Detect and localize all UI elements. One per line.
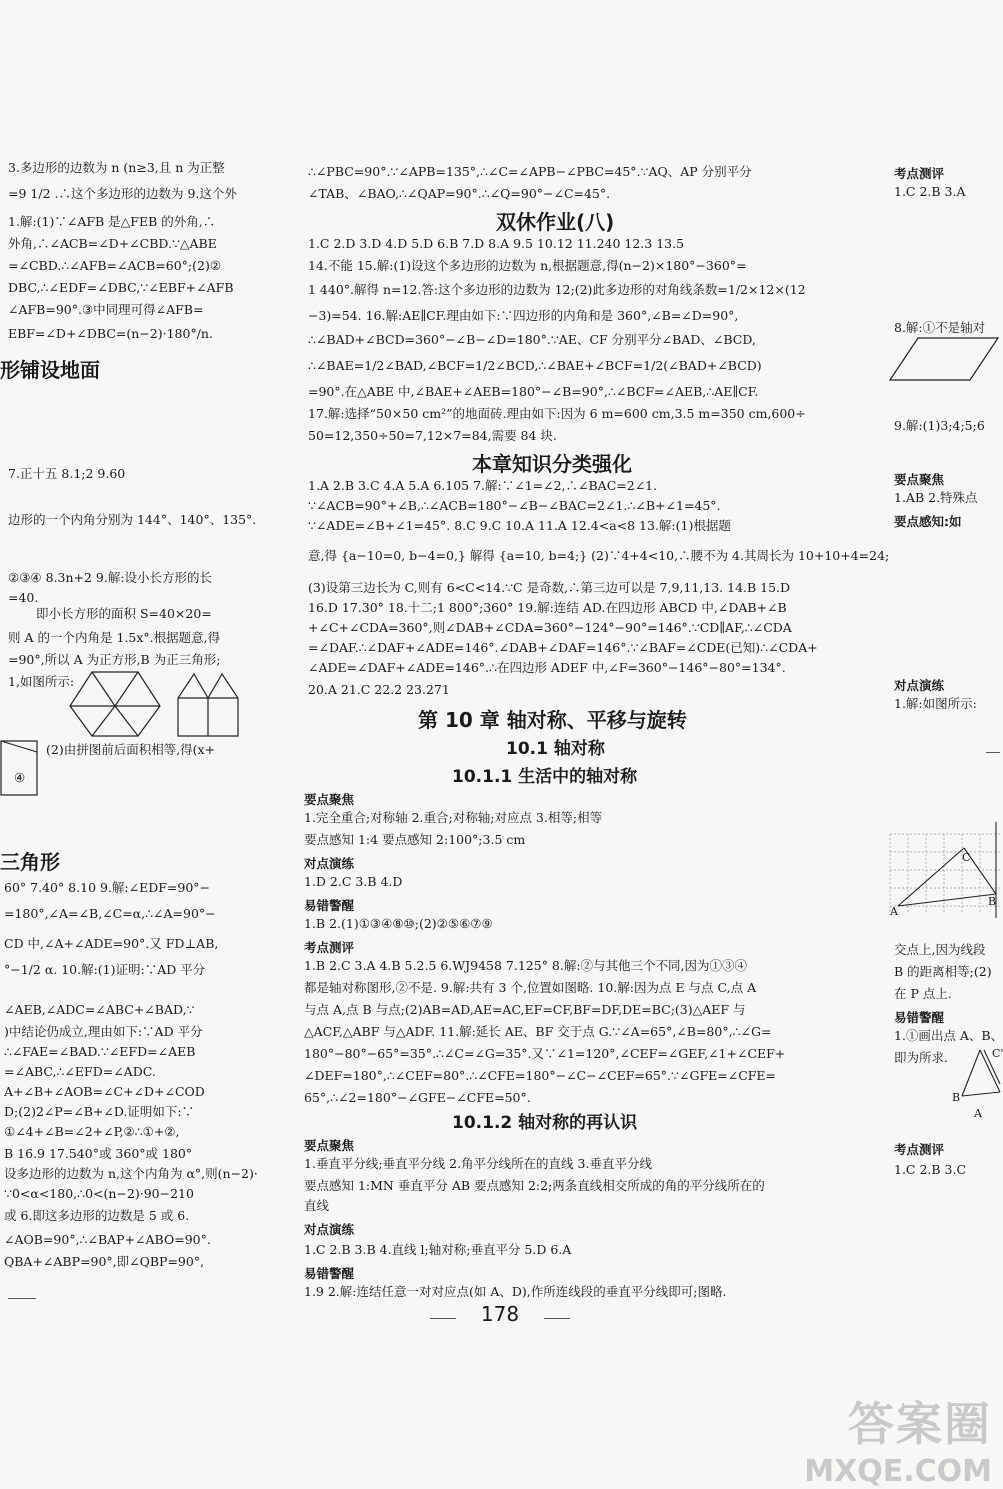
- left-column: [0, 0, 268, 1471]
- grid-figure: [886, 822, 1000, 918]
- text-line: 1.9 2.解:连结任意一对对应点(如 A、D),作所连线段的垂直平分线即可;图略.: [304, 1284, 727, 1299]
- text-line: ∵0<α<180,∴0<(n−2)·90−210: [4, 1186, 194, 1201]
- text-line: ∠DEF=180°,∴∠CEF=80°.∴∠CFE=180°−∠C−∠CEF=65°.∵∠GFE=∠CFE=: [304, 1068, 777, 1083]
- text-line: 3.多边形的边数为 n (n≥3,且 n 为正整: [8, 160, 225, 175]
- tiling-figure: [62, 668, 272, 740]
- point-heading: 考点测评: [894, 1142, 945, 1157]
- point-label: C': [992, 1047, 1003, 1060]
- text-line: ∵∠ADE=∠B+∠1=45°. 8.C 9.C 10.A 11.A 12.4<a<8 13.解:(1)根据题: [308, 518, 731, 533]
- text-line: 1.垂直平分线;垂直平分线 2.角平分线所在的直线 3.垂直平分线: [304, 1156, 652, 1171]
- text-line: 设多边形的边数为 n,这个内角为 α°,则(n−2)·: [4, 1166, 258, 1181]
- text-line: 即小长方形的面积 S=40×20=: [36, 606, 212, 621]
- text-line: 外角,∴∠ACB=∠D+∠CBD.∵△ABE: [8, 236, 217, 251]
- section-heading: 本章知识分类强化: [472, 452, 632, 476]
- text-line: 1.A 2.B 3.C 4.A 5.A 6.105 7.解:∵∠1=∠2,∴∠BAC=2∠1.: [308, 478, 658, 493]
- right-column: [886, 0, 1003, 1471]
- text-line: ②③④ 8.3n+2 9.解:设小长方形的长: [8, 570, 213, 585]
- text-line: 或 6.即这多边形的边数是 5 或 6.: [4, 1208, 190, 1223]
- dash-mark: [986, 752, 1000, 753]
- text-line: ∠AFB=90°.③中同理可得∠AFB=: [8, 302, 204, 317]
- text-line: (3)设第三边长为 C,则有 6<C<14.∵C 是奇数,∴第三边可以是 7,9,11,13. 14.B 15.D: [308, 580, 791, 595]
- text-line: ∠AOB=90°,∴∠BAP+∠ABO=90°.: [4, 1232, 211, 1247]
- text-line: A+∠B+∠AOB=∠C+∠D+∠COD: [4, 1084, 205, 1099]
- point-heading: 要点聚焦: [304, 1138, 355, 1153]
- text-line: CD 中,∠A+∠ADE=90°.又 FD⊥AB,: [4, 936, 219, 951]
- section-heading: 三角形: [0, 850, 60, 874]
- text-line: +∠C+∠CDA=360°,则∠DAB+∠CDA=360°−124°−90°=146°.∵CD∥AF,∴∠CDA: [308, 620, 792, 635]
- text-line: 180°−80°−65°=35°.∴∠C=∠G=35°.又∵∠1=120°,∠CEF=∠GEF,∠1+∠CEF+: [304, 1046, 786, 1061]
- text-line: =90°,所以 A 为正方形,B 为正三角形;: [8, 652, 221, 667]
- point-label: B: [952, 1091, 961, 1104]
- subsection-title: 10.1.2 轴对称的再认识: [452, 1113, 638, 1133]
- text-line: DBC,∴∠EDF=∠DBC,∵∠EBF+∠AFB: [8, 280, 234, 295]
- text-line: ∠ADE=∠DAF+∠ADE=146°.∴在四边形 ADEF 中,∠F=360°−146°−80°=134°.: [308, 660, 786, 675]
- point-heading: 易错警醒: [304, 898, 355, 913]
- text-line: 1.AB 2.特殊点: [894, 490, 978, 505]
- text-line: B 的距离相等;(2): [894, 964, 992, 979]
- text-line: =90°.在△ABE 中,∠BAE+∠AEB=180°−∠B=90°,∴∠BCF=∠AEB,∴AE∥CF.: [308, 384, 759, 399]
- text-line: 意,得 {a−10=0, b−4=0,} 解得 {a=10, b=4;} (2)∵4+4<10,∴腰不为 4.其周长为 10+10+4=24;: [308, 548, 890, 563]
- text-line: 直线: [304, 1198, 330, 1213]
- text-line: 1.C 2.B 3.B 4.直线 l;轴对称;垂直平分 5.D 6.A: [304, 1242, 572, 1257]
- watermark-url: MXQE.COM: [804, 1454, 992, 1489]
- text-line: 17.解:选择“50×50 cm²”的地面砖.理由如下:因为 6 m=600 cm,3.5 m=350 cm,600÷: [308, 406, 806, 421]
- point-label: C: [962, 851, 971, 864]
- footer-rule: [8, 1298, 36, 1299]
- text-line: 1.C 2.B 3.C: [894, 1162, 967, 1177]
- text-line: =180°,∠A=∠B,∠C=α,∴∠A=90°−: [4, 906, 216, 921]
- text-line: 65°,∴∠2=180°−∠GFE−∠CFE=50°.: [304, 1090, 531, 1105]
- text-line: 7.正十五 8.1;2 9.60: [8, 466, 126, 481]
- figure-label: ④: [14, 770, 26, 785]
- text-line: 8.解:①不是轴对: [894, 320, 986, 335]
- text-line: 1.解:(1)∵∠AFB 是△FEB 的外角,∴: [8, 214, 216, 229]
- text-line: 要点感知 1:4 要点感知 2:100°;3.5 cm: [304, 832, 526, 847]
- point-heading: 考点测评: [894, 166, 945, 181]
- watermark: [804, 1388, 992, 1489]
- parallelogram-figure: [888, 336, 1000, 382]
- page-number: 178: [480, 1302, 520, 1326]
- point-label: B: [988, 895, 997, 908]
- text-line: 1.B 2.C 3.A 4.B 5.2.5 6.WJ9458 7.125° 8.解:②与其他三个不同,因为①③④: [304, 958, 748, 973]
- text-line: =∠DAF.∴∠DAF+∠ADE=146°.∠DAB+∠DAF=146°.∵∠BAF=∠CDE(已知)∴∠CDA+: [308, 640, 818, 655]
- text-line: 1.D 2.C 3.B 4.D: [304, 874, 403, 889]
- text-line: 交点上,因为线段: [894, 942, 986, 957]
- text-line: 60° 7.40° 8.10 9.解:∠EDF=90°−: [4, 880, 211, 895]
- text-line: ∠TAB、∠BAO,∴∠QAP=90°.∴∠Q=90°−∠C=45°.: [308, 186, 611, 201]
- text-line: 与点 A,点 B 与点;(2)AB=AD,AE=AC,EF=CF,BF=DF,DE=BC;(3)△AEF 与: [304, 1002, 746, 1017]
- point-heading: 考点测评: [304, 940, 355, 955]
- text-line: 1.解:如图所示:: [894, 696, 977, 711]
- point-label: A: [890, 905, 898, 918]
- text-line: 1.B 2.(1)①③④⑧⑩;(2)②⑤⑥⑦⑨: [304, 916, 493, 931]
- watermark-logo-text: 答案圈: [848, 1397, 992, 1451]
- point-heading: 对点演练: [304, 1222, 355, 1237]
- text-line: EBF=∠D+∠DBC=(n−2)·180°/n.: [8, 326, 213, 341]
- text-line: 都是轴对称图形,②不是. 9.解:共有 3 个,位置如图略. 10.解:因为点 E 与点 C,点 A: [304, 980, 757, 995]
- text-line: (2)由拼图前后面积相等,得(x+: [46, 742, 216, 757]
- chapter-title: 第 10 章 轴对称、平移与旋转: [418, 708, 687, 732]
- point-heading: 对点演练: [894, 678, 945, 693]
- text-line: 则 A 的一个内角是 1.5x°.根据题意,得: [8, 630, 221, 645]
- text-line: 即为所求.: [894, 1050, 948, 1065]
- point-heading: 易错警醒: [304, 1266, 355, 1281]
- text-line: B 16.9 17.540°或 360°或 180°: [4, 1146, 193, 1161]
- text-line: =∠ABC,∴∠EFD=∠ADC.: [4, 1064, 156, 1079]
- square-figure: [0, 740, 40, 798]
- section-heading: 双休作业(八): [496, 210, 615, 234]
- text-line: −3)=54. 16.解:AE∥CF.理由如下:∵四边形的内角和是 360°,∠B=∠D=90°,: [308, 308, 739, 323]
- page-rule-right: [544, 1318, 570, 1319]
- section-heading: 形铺设地面: [0, 358, 100, 382]
- text-line: ∴∠BAD+∠BCD=360°−∠B−∠D=180°.∵AE、CF 分别平分∠BAD、∠BCD,: [308, 332, 756, 347]
- point-heading: 要点感知:如: [894, 514, 962, 529]
- section-title: 10.1 轴对称: [506, 739, 605, 759]
- text-line: ①∠4+∠B=∠2+∠P,②∴①+②,: [4, 1124, 180, 1139]
- text-line: D;(2)2∠P=∠B+∠D.证明如下:∵: [4, 1104, 195, 1119]
- text-line: 1.①画出点 A、B、: [894, 1028, 1003, 1043]
- text-line: 在 P 点上.: [894, 986, 952, 1001]
- text-line: )中结论仍成立,理由如下:∵AD 平分: [4, 1024, 203, 1039]
- text-line: ∴∠PBC=90°.∵∠APB=135°,∴∠C=∠APB−∠PBC=45°.∵AQ、AP 分别平分: [308, 164, 752, 179]
- text-line: △ACF,△ABF 与△ADF. 11.解:延长 AE、BF 交于点 G.∵∠A=65°,∠B=80°,∴∠G=: [304, 1024, 772, 1039]
- text-line: °−1/2 α. 10.解:(1)证明:∵AD 平分: [4, 962, 206, 977]
- text-line: 边形的一个内角分别为 144°、140°、135°.: [8, 512, 257, 527]
- text-line: ∵∠ACB=90°+∠B,∴∠ACB=180°−∠B−∠BAC=2∠1.∴∠B+∠1=45°.: [308, 498, 721, 513]
- text-line: 1.C 2.B 3.A: [894, 184, 966, 199]
- text-line: ∠AEB,∠ADC=∠ABC+∠BAD,∵: [4, 1002, 195, 1017]
- point-label: A: [974, 1107, 982, 1120]
- point-heading: 易错警醒: [894, 1010, 945, 1025]
- text-line: 1.完全重合;对称轴 2.重合;对称轴;对应点 3.相等;相等: [304, 810, 603, 825]
- text-line: 要点感知 1:MN 垂直平分 AB 要点感知 2:2;两条直线相交所成的角的平分线所在的: [304, 1178, 765, 1193]
- middle-column: [300, 0, 890, 1471]
- subsection-title: 10.1.1 生活中的轴对称: [452, 767, 638, 787]
- text-line: QBA+∠ABP=90°,即∠QBP=90°,: [4, 1254, 205, 1269]
- text-line: =∠CBD.∴∠AFB=∠ACB=60°;(2)②: [8, 258, 222, 273]
- text-line: 20.A 21.C 22.2 23.271: [308, 682, 450, 697]
- text-line: 16.D 17.30° 18.十二;1 800°;360° 19.解:连结 AD.在四边形 ABCD 中,∠DAB+∠B: [308, 600, 787, 615]
- point-heading: 要点聚焦: [304, 792, 355, 807]
- text-line: 1.C 2.D 3.D 4.D 5.D 6.B 7.D 8.A 9.5 10.12 11.240 12.3 13.5: [308, 236, 685, 251]
- text-line: 1,如图所示:: [8, 674, 75, 689]
- text-line: =9 1/2 .∴这个多边形的边数为 9.这个外: [8, 186, 237, 201]
- text-line: 1 440°.解得 n=12.答:这个多边形的边数为 12;(2)此多边形的对角线条数=1/2×12×(12: [308, 282, 806, 297]
- point-heading: 要点聚焦: [894, 472, 945, 487]
- text-line: 50=12,350÷50=7,12×7=84,需要 84 块.: [308, 428, 557, 443]
- text-line: ∴∠FAE=∠BAD.∵∠EFD=∠AEB: [4, 1044, 196, 1059]
- text-line: 14.不能 15.解:(1)设这个多边形的边数为 n,根据题意,得(n−2)×180°−360°=: [308, 258, 747, 273]
- text-line: 9.解:(1)3;4;5;6: [894, 418, 985, 433]
- point-heading: 对点演练: [304, 856, 355, 871]
- text-line: ∴∠BAE=1/2∠BAD,∠BCF=1/2∠BCD,∴∠BAE+∠BCF=1/2(∠BAD+∠BCD): [308, 358, 762, 373]
- text-line: =40.: [8, 590, 39, 605]
